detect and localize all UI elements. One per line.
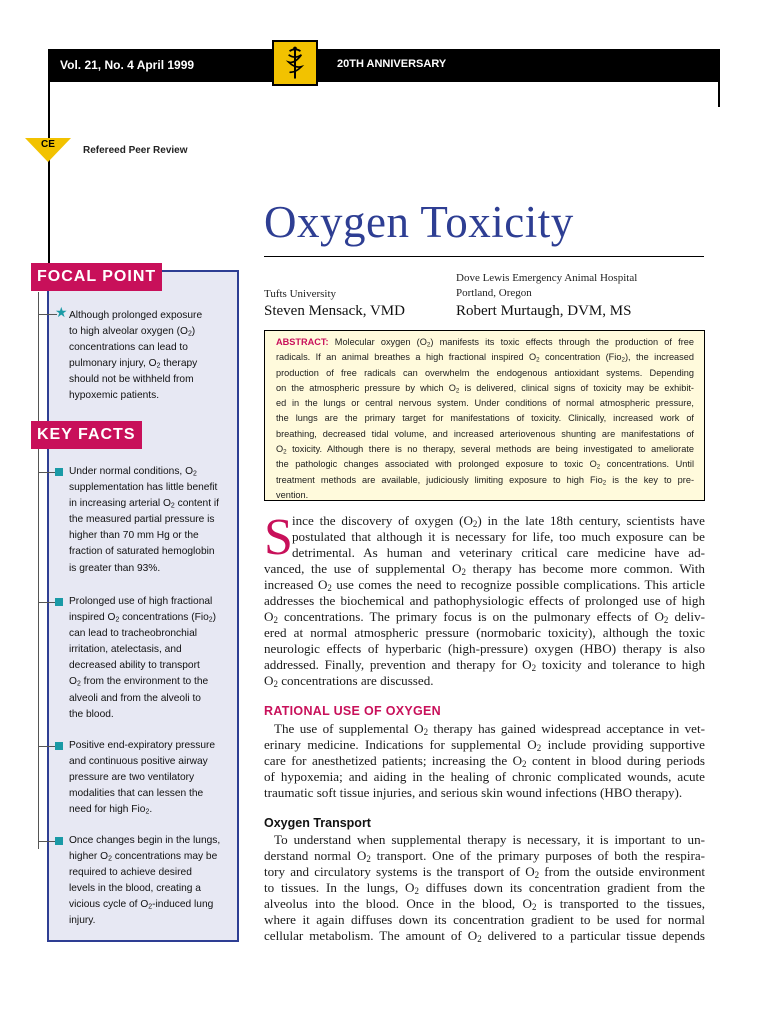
key-fact-item (69, 594, 231, 723)
subsection1-line: cellular metabolism. The amount of $O_2$ delivered to a particular tissue depends (264, 928, 706, 945)
subsection1-line: tory and circulatory systems is the transport of $O_2$ from the outside environment (264, 864, 706, 881)
focal-point-heading: FOCAL POINT (31, 263, 162, 291)
key-fact-line: modalities that can lessen the (69, 788, 204, 800)
key-fact-item (69, 833, 231, 930)
subsection1-line: where it again diffuses down its concentration gradient to be used for normal (264, 912, 705, 927)
key-fact-line: fraction of saturated hemoglobin (69, 546, 215, 558)
subsection-heading-oxygen-transport: Oxygen Transport (264, 816, 371, 830)
key-fact-line: injury. (69, 915, 96, 927)
abstract-line: the lungs are the primary target for manifestations of toxicity. Clinically, increased work of (276, 413, 694, 424)
key-fact-line: the measured partial pressure is (69, 514, 215, 526)
intro-line: $O_2$ concentrations. The primary focus is on the pulmonary effects of $O_2$ deliv- (264, 609, 705, 626)
intro-paragraph (264, 509, 705, 690)
focal-point-line: hypoxemic patients. (69, 390, 160, 402)
abstract-line: production of free radicals can overwhelm the endogenous antioxidant systems. Depending (276, 367, 694, 378)
sidebar-connector-line (38, 292, 39, 849)
key-fact-line: alveoli and from the alveoli to (69, 692, 201, 704)
abstract-text (276, 335, 694, 501)
author2-affiliation-line1: Dove Lewis Emergency Animal Hospital (456, 272, 638, 284)
author1-name: Steven Mensack, VMD (264, 303, 405, 319)
section-heading-rational-use: RATIONAL USE OF OXYGEN (264, 704, 441, 718)
abstract-line: on the atmospheric pressure by which $O_2$ is delivered, clinical signs of toxicity may be exhibit- (276, 382, 694, 395)
subsection1-line: derstand normal $O_2$ transport. One of the primary purposes of both the respira- (264, 848, 706, 865)
subsection1-line: To understand when supplemental therapy is necessary, it is important to un- (274, 832, 705, 847)
key-fact-item (69, 464, 231, 577)
intro-line: ince the discovery of oxygen $(O_2)$ in the late 18th century, scientists have (292, 513, 705, 530)
peer-review-label: Refereed Peer Review (83, 145, 188, 156)
intro-line: addressed. Finally, prevention and therapy for $O_2$ toxicity and tolerance to high (264, 657, 705, 674)
abstract-line: the pathologic changes associated with prolonged exposure to toxic $O_2$ concentrations. Until (276, 459, 694, 471)
abstract-line: ABSTRACT: Molecular oxygen $(O_2)$ manifests its toxic effects through the production of free (276, 337, 694, 349)
subsection1-paragraph (264, 832, 705, 944)
key-fact-line: irritation, atelectasis, and (69, 644, 182, 656)
star-icon: ★ (55, 306, 68, 321)
key-fact-item (69, 738, 231, 818)
key-fact-line: and continuous positive airway (69, 756, 208, 768)
key-fact-line: in increasing arterial $O_2$ content if (69, 498, 219, 510)
abstract-line: treatment methods are available, judiciously limiting exposure to high Fio$_2$ is the key to pre- (276, 474, 695, 487)
drop-cap: S (264, 509, 293, 566)
author2-name: Robert Murtaugh, DVM, MS (456, 303, 632, 319)
key-fact-line: need for high Fio$_2$. (69, 804, 153, 817)
caduceus-icon (272, 40, 318, 86)
key-fact-line: Under normal conditions, $O_2$ (69, 466, 197, 478)
key-fact-line: required to achieve desired (69, 867, 192, 879)
square-bullet-icon (55, 837, 63, 845)
header-right-rule (718, 82, 720, 107)
intro-line: addresses the biochemical and pathophysiologic effects of prolonged use of high (264, 593, 705, 608)
key-fact-line: decreased ability to transport (69, 660, 200, 672)
intro-line: ered at normal atmospheric pressure (normobaric toxicity), although the toxic (264, 625, 705, 640)
key-fact-line: levels in the blood, creating a (69, 883, 201, 895)
author1-affiliation: Tufts University (264, 288, 337, 300)
key-fact-line: Prolonged use of high fractional (69, 596, 213, 607)
key-fact-line: pressure are two ventilatory (69, 772, 195, 784)
intro-line: postulated that although it is necessary for life, too much exposure can be (292, 529, 705, 544)
key-fact-connector (39, 602, 55, 603)
focal-point-line: should not be withheld from (69, 374, 194, 386)
key-fact-connector (39, 841, 55, 842)
key-fact-line: higher than 70 mm Hg or the (69, 530, 199, 542)
abstract-box (264, 330, 705, 501)
author2-affiliation-line2: Portland, Oregon (456, 287, 532, 299)
key-fact-connector (39, 472, 55, 473)
anniversary-label: 20TH ANNIVERSARY (337, 58, 447, 70)
intro-line: neurologic effects of hyperbaric (high-pressure) oxygen (HBO) therapy is also (264, 641, 705, 656)
intro-line: detrimental. As human and veterinary critical care medicine have ad- (292, 545, 705, 560)
focal-point-line: to high alveolar oxygen $(O_2)$ (69, 326, 196, 338)
section1-line: The use of supplemental $O_2$ therapy has gained widespread acceptance in vet- (274, 721, 705, 738)
ce-badge-label: CE (41, 139, 55, 150)
article-title: Oxygen Toxicity (264, 197, 574, 247)
key-fact-connector (39, 746, 55, 747)
key-fact-line: can lead to tracheobronchial (69, 628, 197, 640)
key-fact-line: Positive end-expiratory pressure (69, 740, 216, 751)
section1-line: care for anesthetized patients; increasing the $O_2$ content in blood during periods (264, 753, 705, 770)
author2-affiliation (456, 271, 637, 301)
abstract-label: ABSTRACT: (276, 337, 335, 347)
focal-point-line: Although prolonged exposure (69, 310, 203, 321)
abstract-line: ed in the lungs or central nervous system. Under conditions of normal atmospheric pressure, (276, 398, 694, 409)
abstract-line: $O_2$ toxicity. Although there is no therapy, several methods are being investigated to ameliorate (276, 444, 694, 456)
issue-info: Vol. 21, No. 4 April 1999 (60, 58, 195, 72)
header-bar (48, 49, 720, 82)
subsection1-line: to tissues. In the lungs, $O_2$ diffuses down its concentration gradient from the (264, 880, 705, 897)
title-divider (264, 256, 704, 257)
key-fact-line: is greater than 93%. (69, 562, 161, 574)
focal-point-line: pulmonary injury, $O_2$ therapy (69, 358, 198, 370)
focal-point-line: concentrations can lead to (69, 342, 188, 354)
subsection1-line: alveolus into the blood. Once in the blood, $O_2$ is transported to the tissues, (264, 896, 705, 913)
key-fact-line: $O_2$ from the environment to the (69, 676, 209, 689)
square-bullet-icon (55, 742, 63, 750)
abstract-line: radicals. If an animal breathes a high fractional inspired $O_2$ concentration (Fio$_2$), the increased (276, 352, 694, 364)
focal-point-text (69, 308, 231, 405)
intro-line: $O_2$ concentrations are discussed. (264, 673, 434, 690)
abstract-line: vention. (276, 489, 309, 500)
section1-paragraph (264, 721, 705, 801)
intro-line: vanced, the use of supplemental $O_2$ therapy has become more common. With (264, 561, 705, 578)
section1-line: traumatic soft tissue injuries, and serious skin wound infections (HBO therapy). (264, 785, 683, 800)
key-fact-line: the blood. (69, 708, 114, 720)
key-fact-line: vicious cycle of $O_2$-induced lung (69, 899, 214, 912)
intro-line: increased $O_2$ use comes the need to recognize possible complications. This article (264, 577, 705, 594)
key-fact-line: supplementation has little benefit (69, 482, 218, 494)
square-bullet-icon (55, 468, 63, 476)
square-bullet-icon (55, 598, 63, 606)
section1-line: of hypoxemia; and aiding in the healing of chronic complicated wounds, acute (264, 769, 705, 784)
abstract-line: breathing, decreased tidal volume, and increased arteriovenous shunting are manifestations of (276, 428, 694, 439)
key-fact-line: inspired $O_2$ concentrations (Fio$_2$) (69, 612, 217, 624)
key-fact-line: Once changes begin in the lungs, (69, 835, 221, 846)
header-left-rule (48, 82, 50, 272)
section1-line: erinary medicine. Indications for supplemental $O_2$ include providing supportive (264, 737, 705, 754)
key-fact-line: higher $O_2$ concentrations may be (69, 851, 218, 863)
key-facts-heading: KEY FACTS (31, 421, 142, 449)
